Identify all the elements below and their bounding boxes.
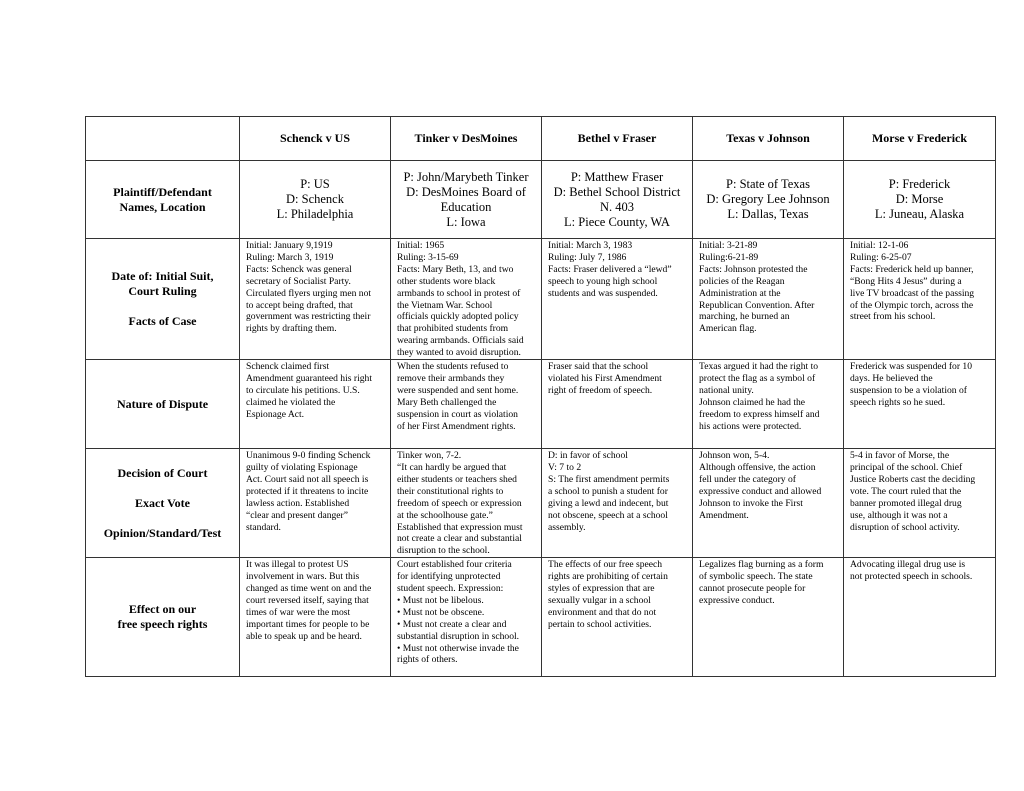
cell-line: cannot prosecute people for xyxy=(699,583,806,595)
cell-line: at the schoolhouse gate.” xyxy=(397,509,493,521)
cell-line: Facts: Schenck was general xyxy=(246,263,352,275)
cell-line: their constitutional rights to xyxy=(397,485,504,497)
cell-decision-5 xyxy=(844,449,996,558)
cell-line: protect the flag as a symbol of xyxy=(699,372,816,384)
cell-line: Act. Court said not all speech is xyxy=(246,473,369,485)
cell-line: times of war were the most xyxy=(246,606,351,618)
cell-line: D: Morse xyxy=(895,192,944,206)
cell-line: Circulated flyers urging men not xyxy=(246,287,372,299)
cell-line: other students wore black xyxy=(397,275,496,287)
cell-line: L: Piece County, WA xyxy=(564,214,670,229)
cell-line: Unanimous 9-0 finding Schenck xyxy=(246,450,371,462)
cell-line: L: Philadelphia xyxy=(276,207,354,221)
cell-line: V: 7 to 2 xyxy=(548,461,582,473)
cell-line: rights of others. xyxy=(397,654,458,666)
cell-line: environment and that do not xyxy=(548,606,657,618)
row-label-dispute xyxy=(86,360,240,449)
cell-names-1 xyxy=(240,161,391,239)
cell-effect-1 xyxy=(240,558,391,677)
cell-line: Facts: Mary Beth, 13, and two xyxy=(397,263,514,275)
case-header: Morse v Frederick xyxy=(844,117,996,161)
cell-line: sexually vulgar in a school xyxy=(548,594,651,606)
cell-line: L: Juneau, Alaska xyxy=(874,207,965,221)
cell-line: armbands to school in protest of xyxy=(397,287,521,299)
cell-line: Ruling: 3-15-69 xyxy=(397,251,459,263)
row-label-line: Exact Vote xyxy=(135,495,190,510)
cell-line: speech to young high school xyxy=(548,275,658,287)
cell-line: the Vietnam War. School xyxy=(397,299,493,311)
cell-line: substantial disruption in school. xyxy=(397,630,520,642)
cell-line: court reversed itself, saying that xyxy=(246,594,369,606)
cell-line: of her First Amendment rights. xyxy=(397,420,516,432)
cell-dates-5 xyxy=(844,239,996,360)
cell-line: Advocating illegal drug use is xyxy=(850,559,966,571)
cell-line: Initial: March 3, 1983 xyxy=(548,240,633,251)
cell-line: Texas argued it had the right to xyxy=(699,361,819,373)
cell-decision-2 xyxy=(391,449,542,558)
cell-line: national unity. xyxy=(699,384,754,396)
row-label-line: Names, Location xyxy=(119,199,206,214)
cell-line: days. He believed the xyxy=(850,372,933,384)
cell-line: Administration at the xyxy=(699,287,781,299)
row-label-line: Effect on our xyxy=(128,602,197,617)
cell-line: either students or teachers shed xyxy=(397,473,517,485)
cell-decision-1 xyxy=(240,449,391,558)
row-label-line xyxy=(90,481,235,496)
cell-line: remove their armbands they xyxy=(397,372,505,384)
cell-line: Republican Convention. After xyxy=(699,299,815,311)
cell-line: involvement in wars. But this xyxy=(246,571,360,583)
row-label-line: Court Ruling xyxy=(128,284,197,299)
cell-line: P: US xyxy=(300,177,330,191)
cell-line: American flag. xyxy=(699,323,757,335)
cell-effect-5 xyxy=(844,558,996,677)
cell-line: Mary Beth challenged the xyxy=(397,396,497,408)
cell-line: to accept being drafted, that xyxy=(246,299,353,311)
cell-line: live TV broadcast of the passing xyxy=(850,287,975,299)
cell-line: Initial: January 9,1919 xyxy=(246,240,333,251)
cell-dispute-1 xyxy=(240,360,391,449)
cell-line: D: in favor of school xyxy=(548,450,628,462)
cell-effect-4 xyxy=(693,558,844,677)
cell-line: N. 403 xyxy=(599,199,635,214)
cell-line: principal of the school. Chief xyxy=(850,461,963,473)
cell-line: assembly. xyxy=(548,521,586,533)
case-comparison-table xyxy=(85,116,996,677)
cell-line: speech rights so he sued. xyxy=(850,396,946,408)
cell-line: Facts: Frederick held up banner, xyxy=(850,263,974,275)
row-label-line: Plaintiff/Defendant xyxy=(113,184,212,199)
cell-dispute-5 xyxy=(844,360,996,449)
cell-line: styles of expression that are xyxy=(548,583,655,595)
cell-line: standard. xyxy=(246,521,281,533)
cell-line: Justice Roberts cast the deciding xyxy=(850,473,976,485)
cell-line: Johnson to invoke the First xyxy=(699,497,803,509)
case-header: Texas v Johnson xyxy=(693,117,844,161)
cell-line: wearing armbands. Officials said xyxy=(397,335,524,347)
table-row-dispute xyxy=(86,360,996,449)
cell-line: Initial: 3-21-89 xyxy=(699,240,758,251)
cell-line: When the students refused to xyxy=(397,361,509,373)
cell-line: rights are prohibiting of certain xyxy=(548,571,668,583)
table-row-decision xyxy=(86,449,996,558)
cell-line: government was restricting their xyxy=(246,311,371,323)
cell-dispute-3 xyxy=(542,360,693,449)
row-label-line: Facts of Case xyxy=(128,314,197,329)
cell-line: • Must not otherwise invade the xyxy=(397,642,519,654)
cell-dispute-4 xyxy=(693,360,844,449)
cell-line: “Bong Hits 4 Jesus” during a xyxy=(850,275,962,287)
table-row-names xyxy=(86,161,996,239)
row-label-line: free speech rights xyxy=(117,617,208,632)
cell-line: disruption of school activity. xyxy=(850,521,960,533)
cell-line: changed as time went on and the xyxy=(246,583,372,595)
row-label-line xyxy=(90,299,235,314)
cell-line: marching, he burned an xyxy=(699,311,790,323)
cell-line: of symbolic speech. The state xyxy=(699,571,813,583)
case-header: Tinker v DesMoines xyxy=(391,117,542,161)
cell-line: Education xyxy=(440,199,492,214)
cell-line: Johnson claimed he had the xyxy=(699,396,806,408)
cell-line: a school to punish a student for xyxy=(548,485,668,497)
cell-line: fell under the category of xyxy=(699,473,796,485)
cell-line: 5-4 in favor of Morse, the xyxy=(850,450,950,462)
case-header: Schenck v US xyxy=(240,117,391,161)
cell-line: The effects of our free speech xyxy=(548,559,663,571)
cell-line: Tinker won, 7-2. xyxy=(397,450,462,462)
cell-line: Initial: 1965 xyxy=(397,240,445,251)
case-header: Bethel v Fraser xyxy=(542,117,693,161)
cell-line: Espionage Act. xyxy=(246,408,305,420)
cell-line: Amendment guaranteed his right xyxy=(246,372,373,384)
cell-line: Facts: Fraser delivered a “lewd” xyxy=(548,263,672,275)
cell-line: Legalizes flag burning as a form xyxy=(699,559,824,571)
cell-line: freedom of speech or expression xyxy=(397,497,522,509)
cell-line: freedom to express himself and xyxy=(699,408,820,420)
cell-line: Schenck claimed first xyxy=(246,361,330,373)
cell-line: suspension in court as violation xyxy=(397,408,518,420)
cell-line: pertain to school activities. xyxy=(548,618,652,630)
cell-decision-3 xyxy=(542,449,693,558)
cell-line: street from his school. xyxy=(850,311,936,323)
cell-line: P: Matthew Fraser xyxy=(570,169,664,184)
cell-line: for identifying unprotected xyxy=(397,571,501,583)
cell-line: • Must not create a clear and xyxy=(397,618,507,630)
cell-line: vote. The court ruled that the xyxy=(850,485,962,497)
cell-line: not create a clear and substantial xyxy=(397,533,522,545)
cell-line: banner promoted illegal drug xyxy=(850,497,962,509)
cell-line: violated his First Amendment xyxy=(548,372,662,384)
cell-dates-1 xyxy=(240,239,391,360)
row-label-effect xyxy=(86,558,240,677)
cell-dates-3 xyxy=(542,239,693,360)
cell-dispute-2 xyxy=(391,360,542,449)
cell-line: giving a lewd and indecent, but xyxy=(548,497,669,509)
cell-line: not protected speech in schools. xyxy=(850,571,973,583)
cell-line: Facts: Johnson protested the xyxy=(699,263,808,275)
cell-line: D: Bethel School District xyxy=(553,184,681,199)
cell-line: right of freedom of speech. xyxy=(548,384,653,396)
row-label-line xyxy=(90,511,235,526)
cell-line: Court established four criteria xyxy=(397,559,512,571)
cell-names-4 xyxy=(693,161,844,239)
cell-line: important times for people to be xyxy=(246,618,370,630)
cell-names-3 xyxy=(542,161,693,239)
cell-line: his actions were protected. xyxy=(699,420,802,432)
cell-line: of the Olympic torch, across the xyxy=(850,299,974,311)
row-label-dates xyxy=(86,239,240,360)
cell-line: able to speak up and be heard. xyxy=(246,630,362,642)
cell-line: disruption to the school. xyxy=(397,545,490,557)
row-label-names xyxy=(86,161,240,239)
cell-line: protected if it threatens to incite xyxy=(246,485,369,497)
cell-line: P: Frederick xyxy=(888,177,951,191)
row-label-line: Date of: Initial Suit, xyxy=(111,269,214,284)
cell-effect-2 xyxy=(391,558,542,677)
cell-line: were suspended and sent home. xyxy=(397,384,519,396)
cell-line: Initial: 12-1-06 xyxy=(850,240,909,251)
cell-dates-4 xyxy=(693,239,844,360)
table-row-dates xyxy=(86,239,996,360)
cell-line: students and was suspended. xyxy=(548,287,658,299)
cell-line: policies of the Reagan xyxy=(699,275,785,287)
cell-line: secretary of Socialist Party. xyxy=(246,275,351,287)
corner-cell xyxy=(86,117,240,161)
cell-line: Ruling: 6-25-07 xyxy=(850,251,912,263)
row-label-line: Nature of Dispute xyxy=(116,396,209,411)
cell-line: Ruling: March 3, 1919 xyxy=(246,251,334,263)
row-label-decision xyxy=(86,449,240,558)
cell-dates-2 xyxy=(391,239,542,360)
cell-line: expressive conduct and allowed xyxy=(699,485,822,497)
cell-line: P: State of Texas xyxy=(726,177,810,191)
cell-names-5 xyxy=(844,161,996,239)
cell-line: It was illegal to protest US xyxy=(246,559,349,571)
cell-line: claimed he violated the xyxy=(246,396,336,408)
cell-line: D: Gregory Lee Johnson xyxy=(706,192,830,206)
cell-line: not obscene, speech at a school xyxy=(548,509,668,521)
row-label-line: Decision of Court xyxy=(117,465,208,480)
cell-line: Johnson won, 5-4. xyxy=(699,450,770,462)
cell-line: D: DesMoines Board of xyxy=(406,184,526,199)
cell-line: Amendment. xyxy=(699,509,749,521)
cell-decision-4 xyxy=(693,449,844,558)
cell-line: L: Iowa xyxy=(446,214,486,229)
cell-line: use, although it was not a xyxy=(850,509,948,521)
cell-line: L: Dallas, Texas xyxy=(727,207,809,221)
cell-line: • Must not be libelous. xyxy=(397,594,484,606)
cell-line: “clear and present danger” xyxy=(246,509,349,521)
cell-line: guilty of violating Espionage xyxy=(246,461,358,473)
cell-line: lawless action. Established xyxy=(246,497,350,509)
cell-line: Ruling: July 7, 1986 xyxy=(548,251,627,263)
cell-line: Ruling:6-21-89 xyxy=(699,251,759,263)
cell-line: “It can hardly be argued that xyxy=(397,461,507,473)
cell-line: D: Schenck xyxy=(286,192,344,206)
cell-line: officials quickly adopted policy xyxy=(397,311,519,323)
row-label-line: Opinion/Standard/Test xyxy=(103,525,222,540)
cell-line: S: The first amendment permits xyxy=(548,473,670,485)
cell-line: suspension to be a violation of xyxy=(850,384,967,396)
cell-line: that prohibited students from xyxy=(397,323,509,335)
cell-line: Established that expression must xyxy=(397,521,523,533)
table-header-row xyxy=(86,117,996,161)
cell-line: P: John/Marybeth Tinker xyxy=(403,169,529,184)
cell-line: Frederick was suspended for 10 xyxy=(850,361,973,373)
table-row-effect xyxy=(86,558,996,677)
cell-line: expressive conduct. xyxy=(699,594,775,606)
cell-line: they wanted to avoid disruption. xyxy=(397,347,521,359)
cell-line: Although offensive, the action xyxy=(699,461,816,473)
cell-effect-3 xyxy=(542,558,693,677)
cell-line: to circulate his petitions. U.S. xyxy=(246,384,360,396)
cell-names-2 xyxy=(391,161,542,239)
cell-line: • Must not be obscene. xyxy=(397,606,485,618)
cell-line: student speech. Expression: xyxy=(397,583,504,595)
cell-line: Fraser said that the school xyxy=(548,361,649,373)
cell-line: rights by drafting them. xyxy=(246,323,337,335)
